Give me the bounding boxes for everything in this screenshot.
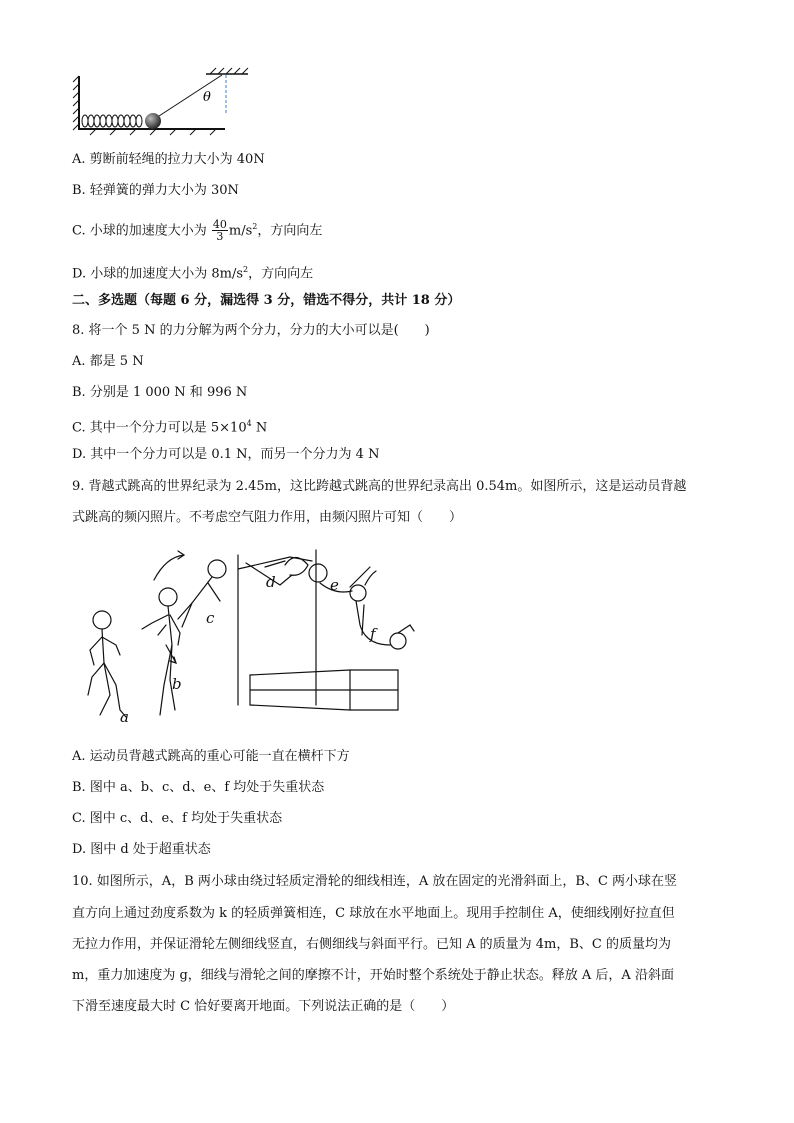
q7-option-d-prefix: D. 小球的加速度大小为 8m/s	[72, 266, 244, 282]
label-b: b	[172, 675, 182, 693]
label-f: f	[370, 625, 376, 643]
section-2-title: 二、多选题（每题 6 分，漏选得 3 分，错选不得分，共计 18 分）	[72, 293, 461, 308]
exponent: 2	[243, 265, 249, 274]
q7-option-d-suffix: ，方向向左	[248, 266, 314, 282]
fraction	[212, 219, 228, 242]
spring	[82, 115, 142, 127]
q10-line-4: m，重力加速度为 g，细线与滑轮之间的摩擦不计，开始时整个系统处于静止状态。释放 A 后，A 沿斜面	[72, 968, 674, 983]
q10-line-1: 10. 如图所示，A，B 两小球由绕过轻质定滑轮的细线相连，A 放在固定的光滑斜面上，B、C 两小球在竖	[72, 874, 678, 889]
spring-ball-figure	[70, 66, 260, 136]
fraction-numerator: 40	[212, 218, 227, 232]
q9-option-d: D. 图中 d 处于超重状态	[72, 842, 211, 857]
theta-label: θ	[203, 90, 211, 105]
q9-option-b: B. 图中 a、b、c、d、e、f 均处于失重状态	[72, 780, 325, 795]
q10-line-5: 下滑至速度最大时 C 恰好要离开地面。下列说法正确的是（ ）	[72, 999, 455, 1014]
fraction-denominator: 3	[216, 230, 224, 244]
q9-option-c: C. 图中 c、d、e、f 均处于失重状态	[72, 811, 283, 826]
high-jump-figure	[80, 545, 420, 730]
q7-option-c	[72, 218, 322, 242]
q7-option-a: A. 剪断前轻绳的拉力大小为 40N	[72, 152, 265, 167]
q8-stem: 8. 将一个 5 N 的力分解为两个分力，分力的大小可以是( )	[72, 323, 430, 338]
q7-option-b: B. 轻弹簧的弹力大小为 30N	[72, 183, 239, 198]
exponent: 4	[246, 419, 252, 428]
label-a: a	[120, 708, 129, 726]
q8-option-a: A. 都是 5 N	[72, 354, 144, 369]
q9-stem-line-2: 式跳高的频闪照片。不考虑空气阻力作用，由频闪照片可知（ ）	[72, 510, 463, 525]
label-c: c	[206, 609, 215, 627]
q10-line-2: 直方向上通过劲度系数为 k 的轻质弹簧相连，C 球放在水平地面上。现用手控制住 A，使细线刚好拉直但	[72, 906, 675, 921]
q10-line-3: 无拉力作用，并保证滑轮左侧细线竖直，右侧细线与斜面平行。已知 A 的质量为 4m，B、C 的质量均为	[72, 937, 672, 952]
q8-option-c-prefix: C. 其中一个分力可以是 5×10	[72, 420, 247, 436]
q9-stem-line-1: 9. 背越式跳高的世界纪录为 2.45m，这比跨越式跳高的世界纪录高出 0.54m。如图所示，这是运动员背越	[72, 479, 687, 494]
q7-option-d	[72, 261, 313, 283]
q9-option-a: A. 运动员背越式跳高的重心可能一直在横杆下方	[72, 749, 350, 764]
q8-option-c	[72, 415, 267, 437]
q7-option-c-prefix: C. 小球的加速度大小为	[72, 223, 211, 239]
ball	[145, 113, 161, 129]
label-d: d	[266, 573, 276, 591]
q7-option-c-suffix: ，方向向左	[257, 223, 323, 239]
q8-option-d: D. 其中一个分力可以是 0.1 N，而另一个分力为 4 N	[72, 447, 380, 462]
unit: m/s	[228, 223, 253, 239]
label-e: e	[330, 576, 339, 594]
exponent: 2	[252, 222, 258, 231]
q8-option-c-suffix: N	[251, 420, 268, 436]
q8-option-b: B. 分别是 1 000 N 和 996 N	[72, 385, 248, 400]
